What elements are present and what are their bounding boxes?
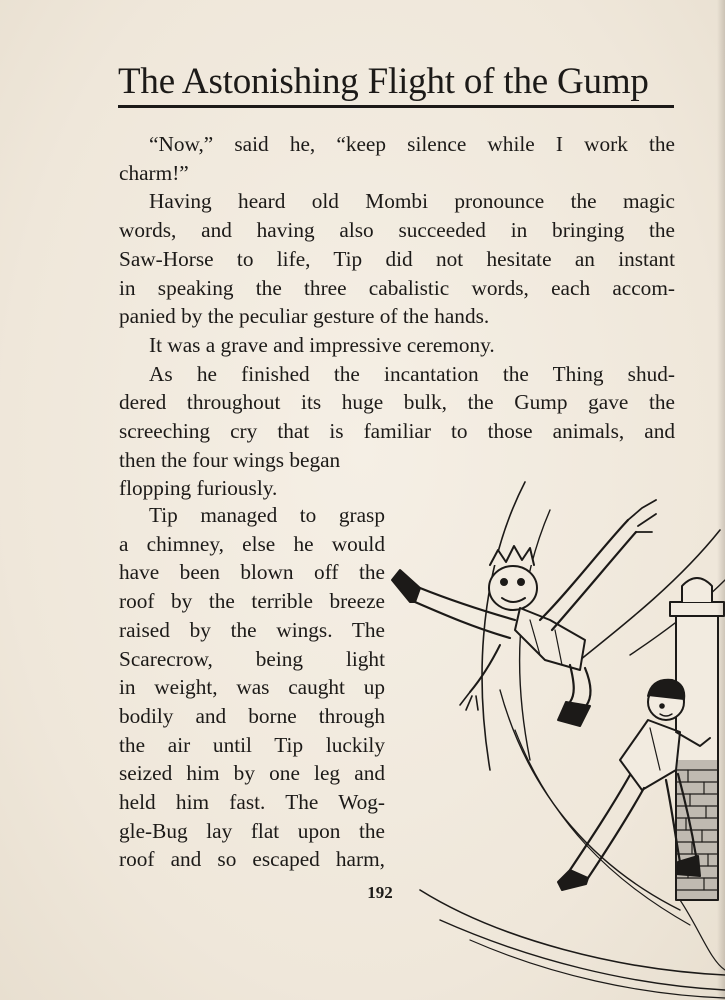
text-line: words, and having also succeeded in bringing the bbox=[119, 218, 675, 243]
full-width-text bbox=[119, 130, 675, 503]
text-line: “Now,” said he, “keep silence while I work the bbox=[149, 132, 675, 156]
text-line: Saw-Horse to life, Tip did not hesitate an instant bbox=[119, 246, 675, 271]
text-line: roof by the terrible breeze bbox=[119, 589, 385, 614]
text-line: seized him by one leg and bbox=[119, 761, 385, 786]
text-line: bodily and borne through bbox=[119, 703, 385, 728]
text-line: held him fast. The Wog- bbox=[119, 790, 385, 815]
text-line: roof and so escaped harm, bbox=[119, 847, 385, 872]
text-line: raised by the wings. The bbox=[119, 617, 385, 642]
scarecrow-and-tip-illustration bbox=[380, 470, 725, 1000]
text-line: have been blown off the bbox=[119, 560, 385, 585]
page-number: 192 bbox=[367, 883, 393, 902]
text-line: dered throughout its huge bulk, the Gump gave the bbox=[119, 390, 675, 415]
text-line: Having heard old Mombi pronounce the magic bbox=[149, 189, 675, 214]
text-line: in speaking the three cabalistic words, each accom- bbox=[119, 275, 675, 300]
header-rule bbox=[118, 105, 674, 108]
text-line: in weight, was caught up bbox=[119, 675, 385, 700]
text-line: gle-Bug lay flat upon the bbox=[119, 818, 385, 843]
running-header bbox=[118, 60, 674, 104]
narrow-text-column bbox=[119, 501, 385, 874]
text-line: As he finished the incantation the Thing shud- bbox=[149, 361, 675, 386]
text-line: charm!” bbox=[119, 160, 189, 185]
text-line: screeching cry that is familiar to those animals, and bbox=[119, 419, 675, 444]
text-line: the air until Tip luckily bbox=[119, 732, 385, 757]
chapter-title: The Astonishing Flight of the Gump bbox=[118, 61, 649, 102]
text-line: panied by the peculiar gesture of the hands. bbox=[119, 304, 490, 329]
text-line: then the four wings began bbox=[119, 447, 341, 472]
text-line: a chimney, else he would bbox=[119, 531, 385, 556]
text-line: Tip managed to grasp bbox=[149, 503, 385, 527]
text-line: Scarecrow, being light bbox=[119, 646, 385, 671]
text-line: flopping furiously. bbox=[119, 476, 278, 501]
page-edge-shadow bbox=[717, 0, 725, 1000]
text-line: It was a grave and impressive ceremony. bbox=[149, 332, 495, 357]
